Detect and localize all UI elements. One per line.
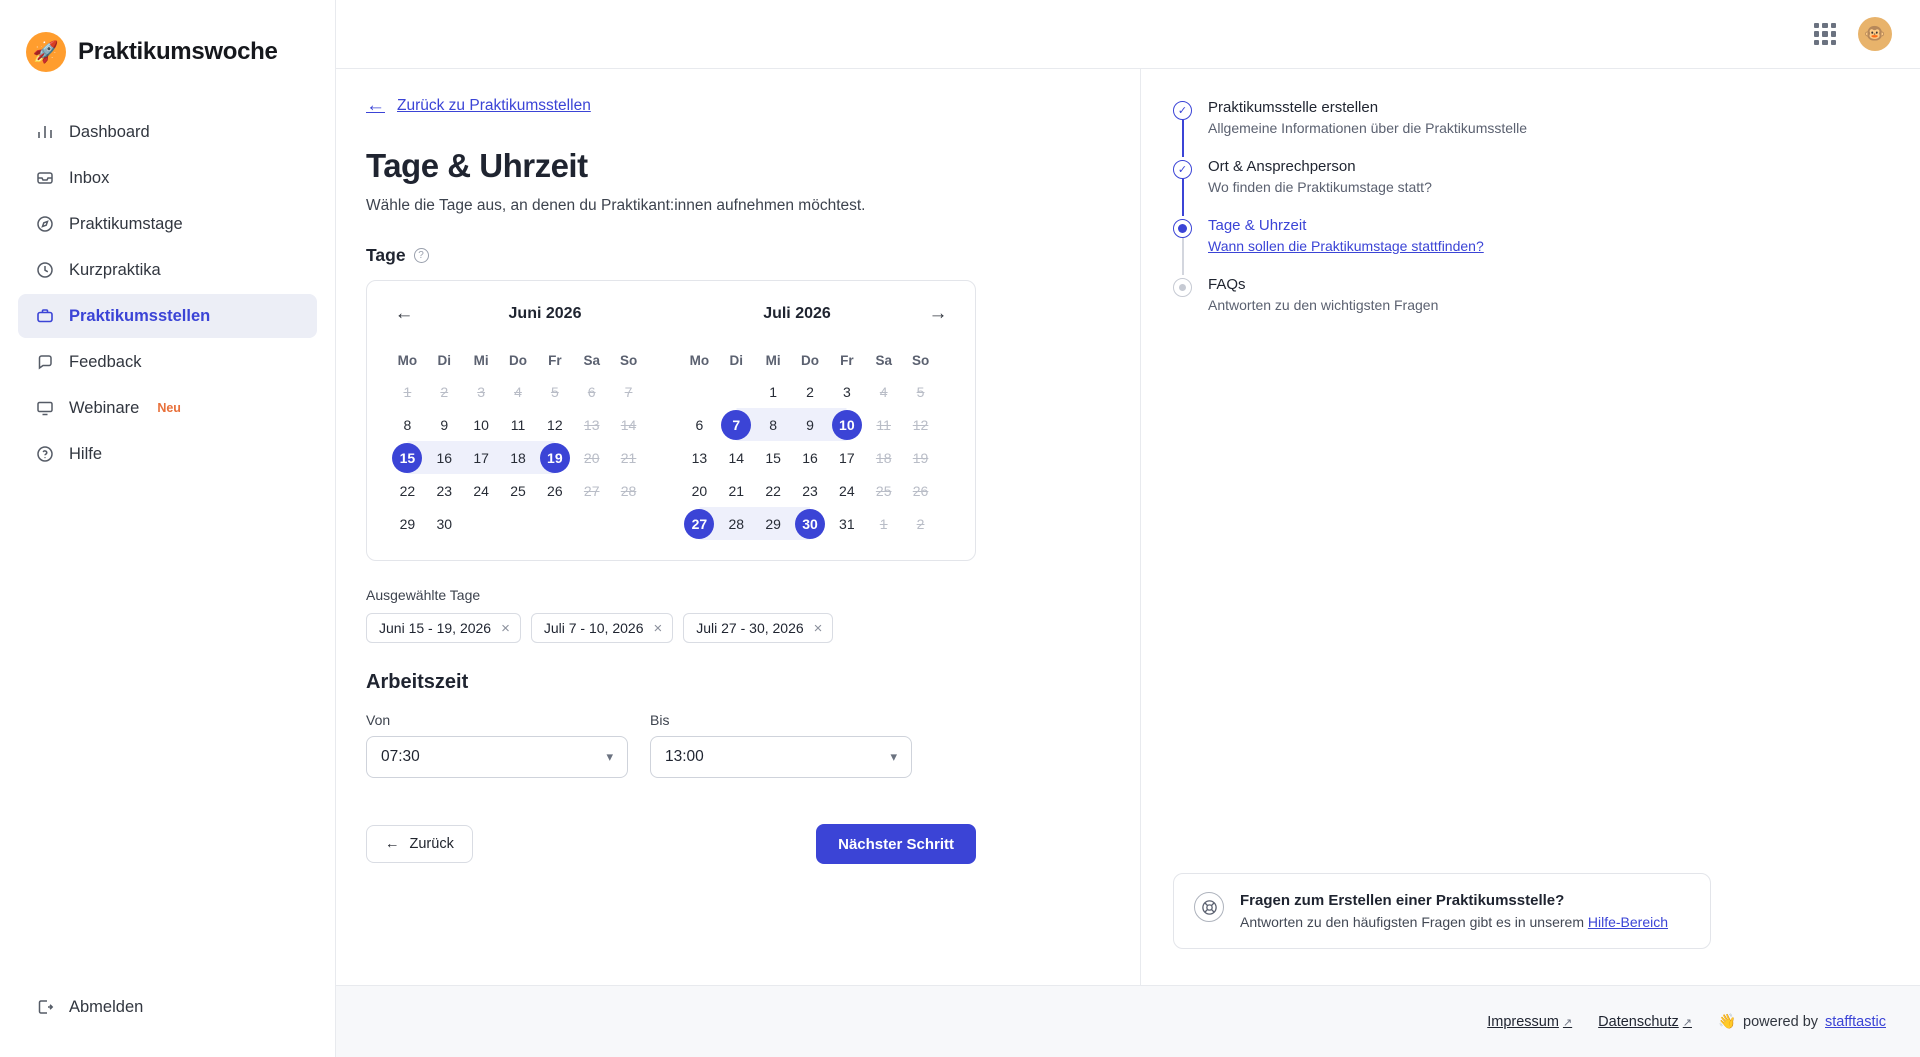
next-step-button[interactable]: Nächster Schritt — [816, 824, 976, 864]
calendar-day: 14 — [620, 416, 637, 433]
calendar-day-empty — [573, 507, 610, 540]
step-title: Praktikumsstelle erstellen — [1208, 99, 1379, 116]
calendar-day: 1 — [879, 515, 888, 532]
calendar-day[interactable]: 29 — [755, 507, 792, 540]
step-subtitle[interactable]: Wann sollen die Praktikumstage stattfinden? — [1208, 238, 1484, 254]
time-to-select[interactable] — [650, 736, 912, 778]
impressum-link[interactable] — [1487, 1014, 1572, 1030]
help-circle-icon — [34, 444, 55, 465]
sidebar-item-hilfe[interactable] — [18, 432, 317, 476]
help-card-body — [1240, 914, 1668, 930]
calendar-day[interactable]: 10 — [828, 408, 865, 441]
calendar-day[interactable]: 24 — [839, 482, 855, 499]
selected-days-chips — [366, 613, 1080, 643]
calendar-week-row — [389, 375, 647, 408]
calendar-day: 13 — [583, 416, 600, 433]
sidebar-item-kurzpraktika[interactable] — [18, 248, 317, 292]
worktime-row — [366, 712, 1080, 778]
compass-icon — [34, 214, 55, 235]
chip-label: Juli 27 - 30, 2026 — [696, 620, 804, 636]
back-link-label: Zurück zu Praktikumsstellen — [397, 97, 591, 114]
selected-days-label: Ausgewählte Tage — [366, 587, 481, 603]
sidebar-item-label: Praktikumstage — [69, 214, 183, 233]
external-link-icon: ↗ — [1682, 1016, 1692, 1029]
calendar-grids — [389, 345, 953, 540]
sidebar-item-label: Inbox — [69, 168, 110, 187]
time-to-value: 13:00 — [665, 748, 704, 765]
calendar-day[interactable]: 6 — [695, 416, 704, 433]
form-actions — [366, 824, 976, 864]
step-title: Tage & Uhrzeit — [1208, 217, 1307, 234]
chevron-down-icon: ▾ — [890, 749, 897, 764]
calendar-day[interactable]: 9 — [792, 408, 829, 441]
current-step-dot-icon — [1173, 219, 1192, 238]
calendar-day-empty — [463, 507, 500, 540]
body-wrap — [336, 69, 1920, 985]
calendar-day: 12 — [912, 416, 929, 433]
weekday-header-row — [389, 345, 647, 375]
stepper-rail — [1141, 69, 1920, 985]
calendar-day[interactable]: 17 — [463, 441, 500, 474]
step-title: FAQs — [1208, 276, 1246, 293]
calendar-week-row — [681, 474, 939, 507]
topbar — [336, 0, 1920, 69]
help-card-text — [1240, 892, 1668, 930]
calendar-day[interactable]: 10 — [473, 416, 489, 433]
form-content — [336, 69, 1141, 985]
calendar-day: 21 — [620, 449, 637, 466]
waving-hand-icon: 👋 — [1717, 1014, 1737, 1030]
step-connector — [1182, 120, 1184, 157]
calendar-day[interactable]: 15 — [389, 441, 426, 474]
sidebar-item-logout[interactable] — [18, 985, 317, 1029]
calendar-day[interactable]: 1 — [769, 383, 778, 400]
back-to-list-link[interactable] — [366, 95, 591, 117]
sidebar-item-label: Kurzpraktika — [69, 260, 161, 279]
help-card — [1173, 873, 1711, 949]
step-text — [1208, 217, 1484, 254]
time-from-label: Von — [366, 712, 391, 728]
calendar-month-title: Juli 2026 — [763, 305, 831, 322]
calendar-day[interactable]: 7 — [718, 408, 755, 441]
calendar-day[interactable]: 23 — [436, 482, 453, 499]
calendar — [366, 280, 976, 561]
help-card-body-text: Antworten zu den häufigsten Fragen gibt es in unserem — [1240, 914, 1588, 930]
sidebar-item-webinare[interactable] — [18, 386, 317, 430]
calendar-day[interactable]: 14 — [728, 449, 745, 466]
avatar[interactable]: 🐵 — [1858, 17, 1892, 51]
sidebar-item-label: Praktikumsstellen — [69, 306, 211, 325]
calendar-day[interactable]: 19 — [536, 441, 573, 474]
stafftastic-link[interactable]: stafftastic — [1825, 1013, 1886, 1030]
calendar-day[interactable]: 27 — [681, 507, 718, 540]
grid-apps-icon[interactable] — [1814, 23, 1836, 45]
selected-day-chip — [683, 613, 833, 643]
step-connector — [1182, 238, 1184, 275]
step-item-4[interactable] — [1173, 276, 1880, 313]
page-footer — [336, 985, 1920, 1057]
logout-label: Abmelden — [69, 997, 144, 1016]
time-from-value: 07:30 — [381, 748, 420, 765]
weekday-label: Mo — [689, 352, 710, 368]
time-to-field — [650, 712, 912, 778]
weekday-label: Sa — [875, 352, 892, 368]
calendar-prev-button[interactable]: ← — [389, 299, 419, 329]
sidebar-item-label: Feedback — [69, 352, 142, 371]
sidebar-nav — [0, 110, 335, 476]
close-icon[interactable]: × — [653, 619, 663, 637]
selected-day-chip — [366, 613, 521, 643]
calendar-day[interactable]: 8 — [403, 416, 412, 433]
calendar-day: 7 — [624, 383, 633, 400]
main-area — [336, 0, 1920, 1057]
worktime-heading: Arbeitszeit — [366, 671, 469, 693]
impressum-label: Impressum — [1487, 1013, 1559, 1030]
sidebar-item-label: Hilfe — [69, 444, 103, 463]
calendar-day: 5 — [916, 383, 925, 400]
time-to-label: Bis — [650, 712, 670, 728]
chevron-down-icon: ▾ — [606, 749, 613, 764]
time-from-select[interactable] — [366, 736, 628, 778]
logout-icon — [34, 997, 55, 1018]
chat-icon — [34, 352, 55, 373]
back-button[interactable] — [366, 825, 473, 863]
calendar-day: 18 — [875, 449, 892, 466]
logout-wrap — [0, 985, 335, 1057]
calendar-day: 2 — [916, 515, 925, 532]
calendar-day: 19 — [912, 449, 929, 466]
calendar-day[interactable]: 18 — [500, 441, 537, 474]
calendar-day[interactable]: 20 — [691, 482, 708, 499]
step-subtitle: Wo finden die Praktikumstage statt? — [1208, 179, 1432, 195]
page-title: Tage & Uhrzeit — [366, 147, 588, 184]
calendar-day[interactable]: 8 — [755, 408, 792, 441]
selected-day-chip — [531, 613, 673, 643]
calendar-day[interactable]: 29 — [399, 515, 416, 532]
help-area-link[interactable]: Hilfe-Bereich — [1587, 914, 1669, 930]
calendar-header — [389, 299, 953, 329]
sidebar-item-inbox[interactable] — [18, 156, 317, 200]
calendar-day[interactable]: 2 — [806, 383, 814, 400]
calendar-day[interactable]: 26 — [547, 482, 563, 499]
weekday-label: Mo — [397, 352, 418, 368]
weekday-label: Fr — [840, 352, 854, 368]
sidebar-item-label: Webinare — [69, 398, 140, 417]
weekday-label: Fr — [548, 352, 562, 368]
back-button-label: Zurück — [409, 836, 454, 852]
step-title: Ort & Ansprechperson — [1208, 158, 1356, 175]
calendar-day[interactable]: 9 — [440, 416, 449, 433]
calendar-day[interactable]: 12 — [547, 416, 563, 433]
weekday-label: So — [911, 352, 930, 368]
calendar-day[interactable]: 31 — [839, 515, 855, 532]
calendar-day-empty — [610, 507, 647, 540]
briefcase-icon — [34, 306, 55, 327]
days-label-text: Tage — [366, 245, 406, 265]
calendar-day[interactable]: 16 — [426, 441, 463, 474]
weekday-label: So — [619, 352, 638, 368]
step-connector — [1182, 179, 1184, 216]
calendar-day[interactable]: 23 — [802, 482, 818, 499]
calendar-day[interactable]: 15 — [765, 449, 781, 466]
calendar-titles — [419, 305, 923, 323]
time-from-field — [366, 712, 628, 778]
status-badge: Neu — [157, 401, 181, 415]
calendar-day[interactable]: 22 — [765, 482, 781, 499]
step-subtitle: Antworten zu den wichtigsten Fragen — [1208, 297, 1439, 313]
weekday-label: Sa — [583, 352, 600, 368]
step-text — [1208, 158, 1432, 195]
sidebar-item-feedback[interactable] — [18, 340, 317, 384]
calendar-day[interactable]: 13 — [691, 449, 708, 466]
chip-label: Juli 7 - 10, 2026 — [543, 620, 644, 636]
powered-by — [1718, 1013, 1886, 1030]
datenschutz-label: Datenschutz — [1598, 1013, 1679, 1030]
calendar-day[interactable]: 30 — [792, 507, 829, 540]
weekday-label: Do — [800, 352, 819, 368]
calendar-day: 6 — [587, 383, 596, 400]
calendar-month-0 — [389, 345, 647, 540]
calendar-day[interactable]: 16 — [802, 449, 818, 466]
calendar-day[interactable]: 21 — [728, 482, 745, 499]
calendar-week-row — [681, 375, 939, 408]
calendar-day[interactable]: 3 — [842, 383, 851, 400]
help-card-title: Fragen zum Erstellen einer Praktikumsstelle? — [1240, 892, 1565, 909]
arrow-left-icon: ← — [385, 836, 400, 852]
calendar-week-row — [389, 441, 647, 474]
question-mark-icon[interactable]: ? — [414, 248, 429, 263]
check-icon: ✓ — [1173, 101, 1192, 120]
monitor-icon — [34, 398, 55, 419]
calendar-week-row — [681, 507, 939, 540]
calendar-day-empty — [718, 375, 755, 408]
weekday-label: Di — [729, 352, 744, 368]
calendar-month-1 — [681, 345, 939, 540]
calendar-day: 4 — [514, 383, 522, 400]
calendar-day: 5 — [550, 383, 559, 400]
calendar-day: 20 — [583, 449, 600, 466]
sidebar-item-praktikumsstellen[interactable] — [18, 294, 317, 338]
datenschutz-link[interactable] — [1598, 1014, 1692, 1030]
weekday-label: Di — [437, 352, 452, 368]
calendar-week-row — [389, 507, 647, 540]
stepper — [1173, 99, 1880, 313]
calendar-days-1 — [681, 375, 939, 540]
weekday-label: Mi — [765, 352, 781, 368]
calendar-next-button[interactable]: → — [923, 299, 953, 329]
page-subtitle: Wähle die Tage aus, an denen du Praktikant:innen aufnehmen möchtest. — [366, 197, 866, 214]
calendar-day[interactable]: 24 — [473, 482, 489, 499]
clock-icon — [34, 260, 55, 281]
calendar-day: 27 — [583, 482, 600, 499]
calendar-day: 11 — [876, 416, 891, 433]
arrow-left-icon: ← — [366, 95, 385, 116]
calendar-day: 26 — [912, 482, 929, 499]
brand[interactable] — [0, 0, 335, 98]
calendar-day-empty — [536, 507, 573, 540]
calendar-day-empty — [681, 375, 718, 408]
sidebar-item-dashboard[interactable] — [18, 110, 317, 154]
lifebuoy-icon — [1194, 892, 1224, 922]
chip-label: Juni 15 - 19, 2026 — [379, 620, 492, 636]
close-icon[interactable]: × — [501, 619, 510, 637]
step-text — [1208, 99, 1527, 136]
step-item-1[interactable] — [1173, 99, 1880, 158]
step-item-3[interactable] — [1173, 217, 1880, 276]
step-item-2[interactable] — [1173, 158, 1880, 217]
calendar-week-row — [681, 408, 939, 441]
calendar-day[interactable]: 17 — [839, 449, 855, 466]
close-icon[interactable]: × — [813, 619, 823, 637]
calendar-day[interactable]: 11 — [510, 416, 526, 433]
calendar-day: 25 — [875, 482, 892, 499]
sidebar — [0, 0, 336, 1057]
calendar-day-empty — [500, 507, 537, 540]
weekday-header-row — [681, 345, 939, 375]
step-subtitle: Allgemeine Informationen über die Praktikumsstelle — [1208, 120, 1528, 136]
powered-by-label: powered by — [1743, 1013, 1819, 1030]
weekday-label: Mi — [473, 352, 489, 368]
calendar-day: 2 — [440, 383, 449, 400]
calendar-week-row — [681, 441, 939, 474]
sidebar-item-label: Dashboard — [69, 122, 150, 141]
calendar-month-title: Juni 2026 — [508, 305, 582, 322]
calendar-day[interactable]: 28 — [718, 507, 755, 540]
external-link-icon: ↗ — [1562, 1016, 1573, 1029]
calendar-week-row — [389, 408, 647, 441]
inbox-icon — [34, 168, 55, 189]
rocket-icon: 🚀 — [26, 32, 66, 72]
check-icon: ✓ — [1173, 160, 1192, 179]
weekday-label: Do — [508, 352, 527, 368]
chart-bar-icon — [34, 122, 55, 143]
calendar-day[interactable]: 22 — [399, 482, 416, 499]
calendar-day[interactable]: 25 — [510, 482, 526, 499]
calendar-day: 4 — [879, 383, 888, 400]
brand-name: Praktikumswoche — [78, 38, 278, 65]
pending-step-dot-icon — [1173, 278, 1192, 297]
calendar-week-row — [389, 474, 647, 507]
sidebar-item-praktikumstage[interactable] — [18, 202, 317, 246]
calendar-day: 1 — [403, 383, 412, 400]
calendar-day: 28 — [620, 482, 637, 499]
calendar-days-0 — [389, 375, 647, 540]
calendar-day[interactable]: 30 — [436, 515, 453, 532]
step-text — [1208, 276, 1438, 313]
days-section-label — [366, 245, 1080, 266]
calendar-day: 3 — [477, 383, 486, 400]
